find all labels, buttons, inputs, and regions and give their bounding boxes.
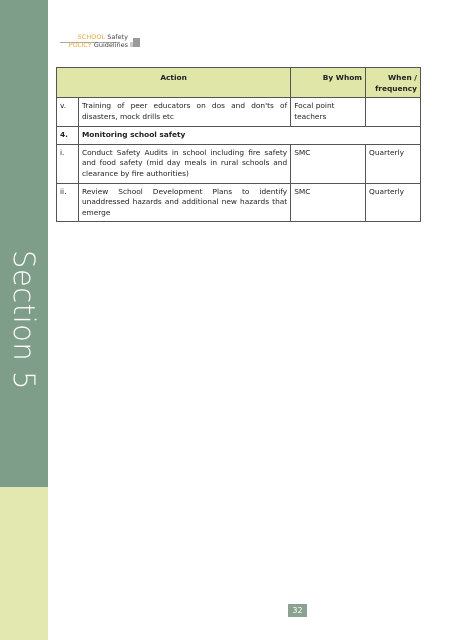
row-by-whom: SMC (291, 183, 366, 222)
table-row-section (57, 127, 421, 145)
row-action: Training of peer educators on dos and don'ts of disasters, mock drills etc (78, 98, 290, 127)
header-logo (60, 34, 148, 56)
row-when (366, 98, 421, 127)
row-number: 4. (57, 127, 79, 145)
logo-word-school: SCHOOL (77, 33, 106, 41)
row-action: Review School Development Plans to identify unaddressed hazards and additional new hazards that emerge (78, 183, 290, 222)
row-action: Conduct Safety Audits in school including fire safety and food safety (mid day meals in rural schools and clearance by fire authorities) (78, 144, 290, 183)
logo-word-policy: POLICY (68, 41, 92, 49)
header-action: Action (57, 68, 291, 98)
row-section-title: Monitoring school safety (78, 127, 420, 145)
table-header-row (57, 68, 421, 98)
row-by-whom: SMC (291, 144, 366, 183)
header-when-frequency: When / frequency (366, 68, 421, 98)
table-row (57, 144, 421, 183)
header-by-whom: By Whom (291, 68, 366, 98)
row-number: ii. (57, 183, 79, 222)
logo-word-guidelines: Guidelines (93, 41, 128, 49)
table-row (57, 183, 421, 222)
logo-square-large-icon (133, 38, 140, 47)
row-number: i. (57, 144, 79, 183)
section-label-text: Section 5 (7, 250, 42, 390)
sidebar-green-band (0, 0, 48, 487)
logo-word-safety: Safety (107, 33, 128, 41)
row-number: v. (57, 98, 79, 127)
table-row (57, 98, 421, 127)
section-label (1, 245, 47, 395)
logo-line-1 (78, 34, 128, 41)
logo-line-2 (69, 42, 128, 49)
action-table (56, 67, 421, 222)
row-by-whom: Focal point teachers (291, 98, 366, 127)
sidebar-lime-band (0, 487, 48, 640)
page-number: 32 (288, 604, 307, 617)
row-when: Quarterly (366, 183, 421, 222)
row-when: Quarterly (366, 144, 421, 183)
